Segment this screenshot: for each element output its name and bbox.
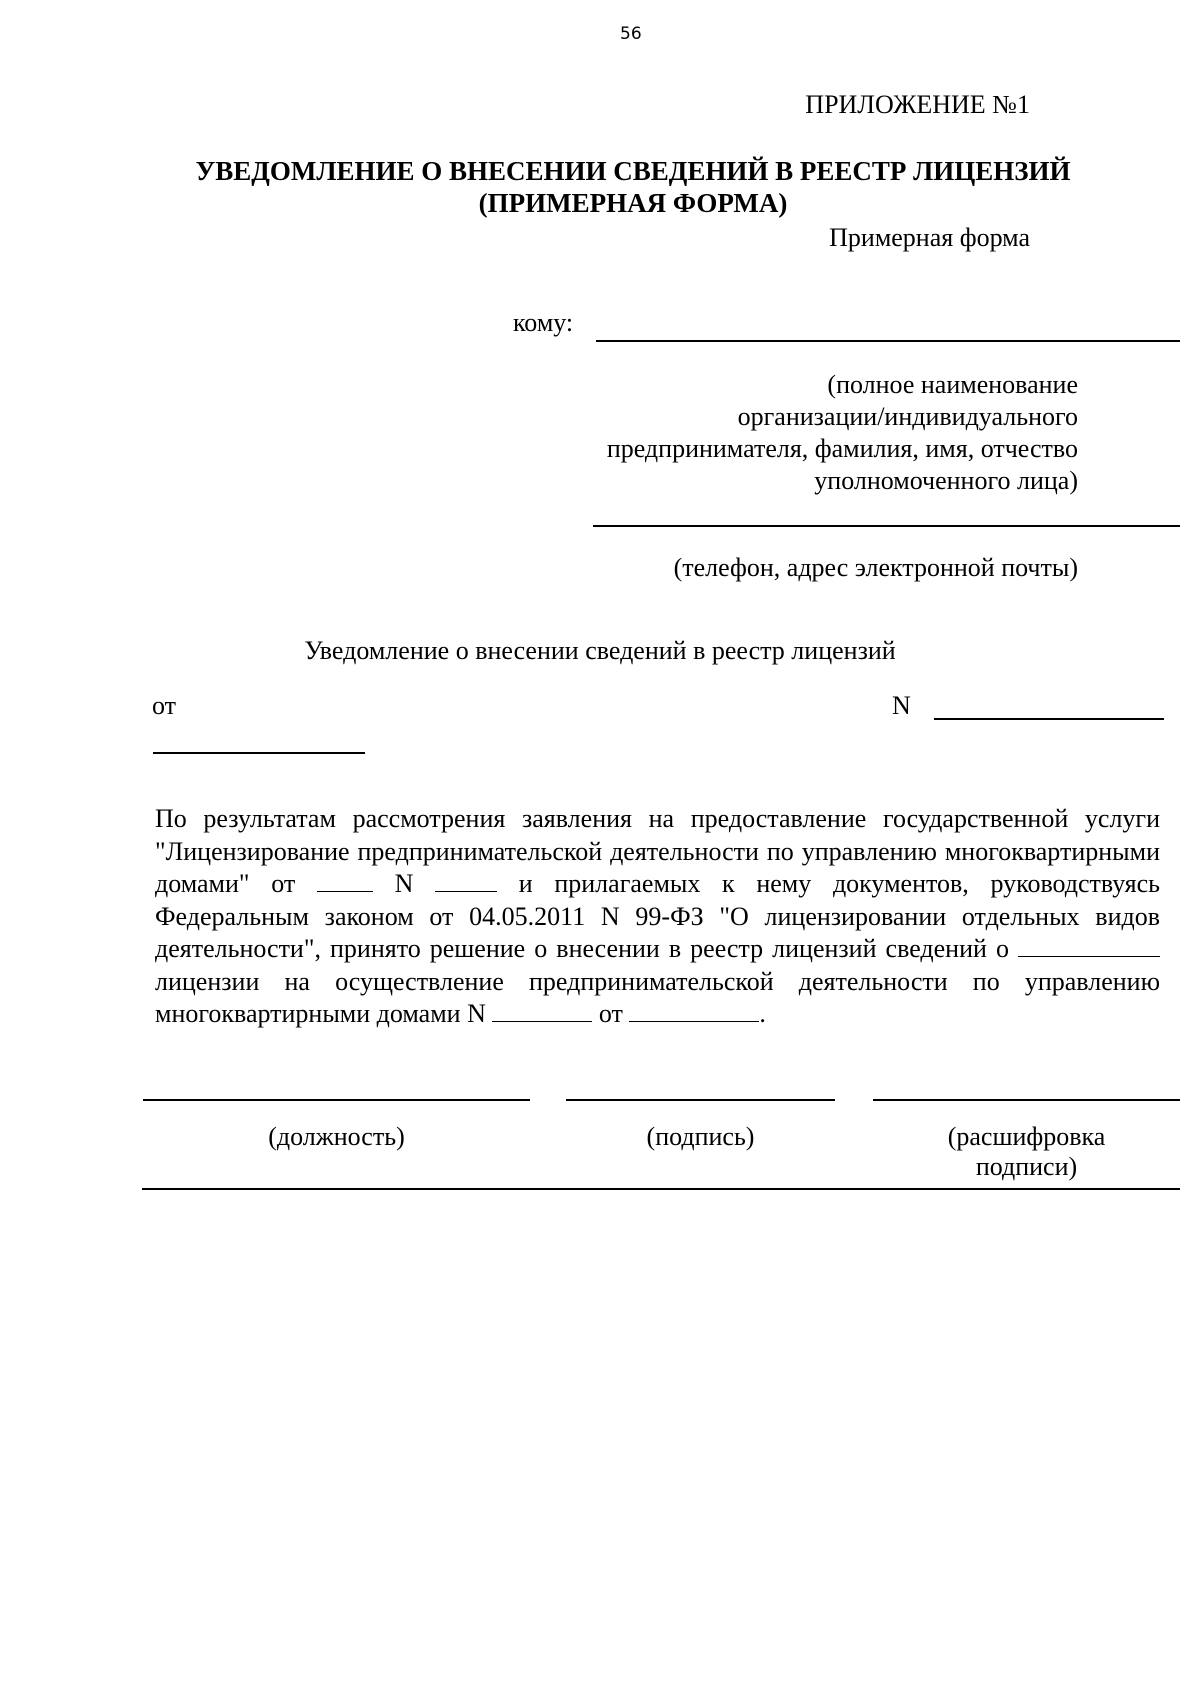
license-number-field[interactable] [492,999,592,1022]
position-hint: (должность) [268,1122,405,1151]
application-date-field[interactable] [317,869,373,892]
date-label: от [152,691,177,720]
body-text-part: По результатам рассмотрения заявления на предоставление государственной услуги "Лицензирование предпринимательской деятельности по управлению многоквартирными домами" от [155,804,1160,898]
signature-decoding-hint-line: подписи) [975,1152,1078,1181]
body-text-part: лицензии на осуществление предпринимательской деятельности по управлению многоквартирными домами N [155,966,1160,1028]
notice-body-paragraph [155,803,1160,1031]
recipient-name-hint [478,369,1078,497]
recipient-name-hint-line: уполномоченного лица) [814,466,1078,495]
recipient-name-hint-line: (полное наименование [827,370,1078,399]
license-info-field[interactable] [1018,934,1160,957]
signature-hint: (подпись) [646,1122,755,1151]
bottom-rule [142,1188,1180,1190]
signature-decoding-field[interactable] [873,1099,1180,1101]
document-title-line-1: УВЕДОМЛЕНИЕ О ВНЕСЕНИИ СВЕДЕНИЙ В РЕЕСТР ЛИЦЕНЗИЙ [195,156,1071,186]
notice-number-field[interactable] [934,718,1164,720]
number-label: N [892,691,911,720]
license-date-field[interactable] [629,999,759,1022]
signature-decoding-hint [873,1122,1180,1182]
recipient-name-hint-line: организации/индивидуального [737,402,1078,431]
recipient-label: кому: [513,308,574,337]
application-number-field[interactable] [435,869,497,892]
body-text-part: и прилагаемых к нему документов, руководствуясь Федеральным законом от 04.05.2011 N 99-ФЗ "О лицензировании отдельных видов деятельности", принято решение о внесении в реестр лицензий сведений о [155,869,1161,963]
notice-date-field[interactable] [153,752,365,754]
body-text-part: . [759,999,766,1028]
body-text-part: от [598,999,623,1028]
recipient-contact-field[interactable] [593,525,1180,527]
body-text-part: N [394,869,414,898]
signature-decoding-hint-line: (расшифровка [947,1122,1106,1151]
document-title-line-2: (ПРИМЕРНАЯ ФОРМА) [478,188,788,218]
form-type-label: Примерная форма [829,223,1030,252]
page-number: 56 [620,24,642,44]
appendix-label: ПРИЛОЖЕНИЕ №1 [805,90,1030,119]
recipient-name-field[interactable] [596,340,1180,342]
recipient-name-hint-line: предпринимателя, фамилия, имя, отчество [606,434,1078,463]
notice-subtitle: Уведомление о внесении сведений в реестр лицензий [304,636,896,665]
signature-field[interactable] [566,1099,835,1101]
recipient-contact-hint: (телефон, адрес электронной почты) [673,553,1078,582]
position-field[interactable] [143,1099,530,1101]
